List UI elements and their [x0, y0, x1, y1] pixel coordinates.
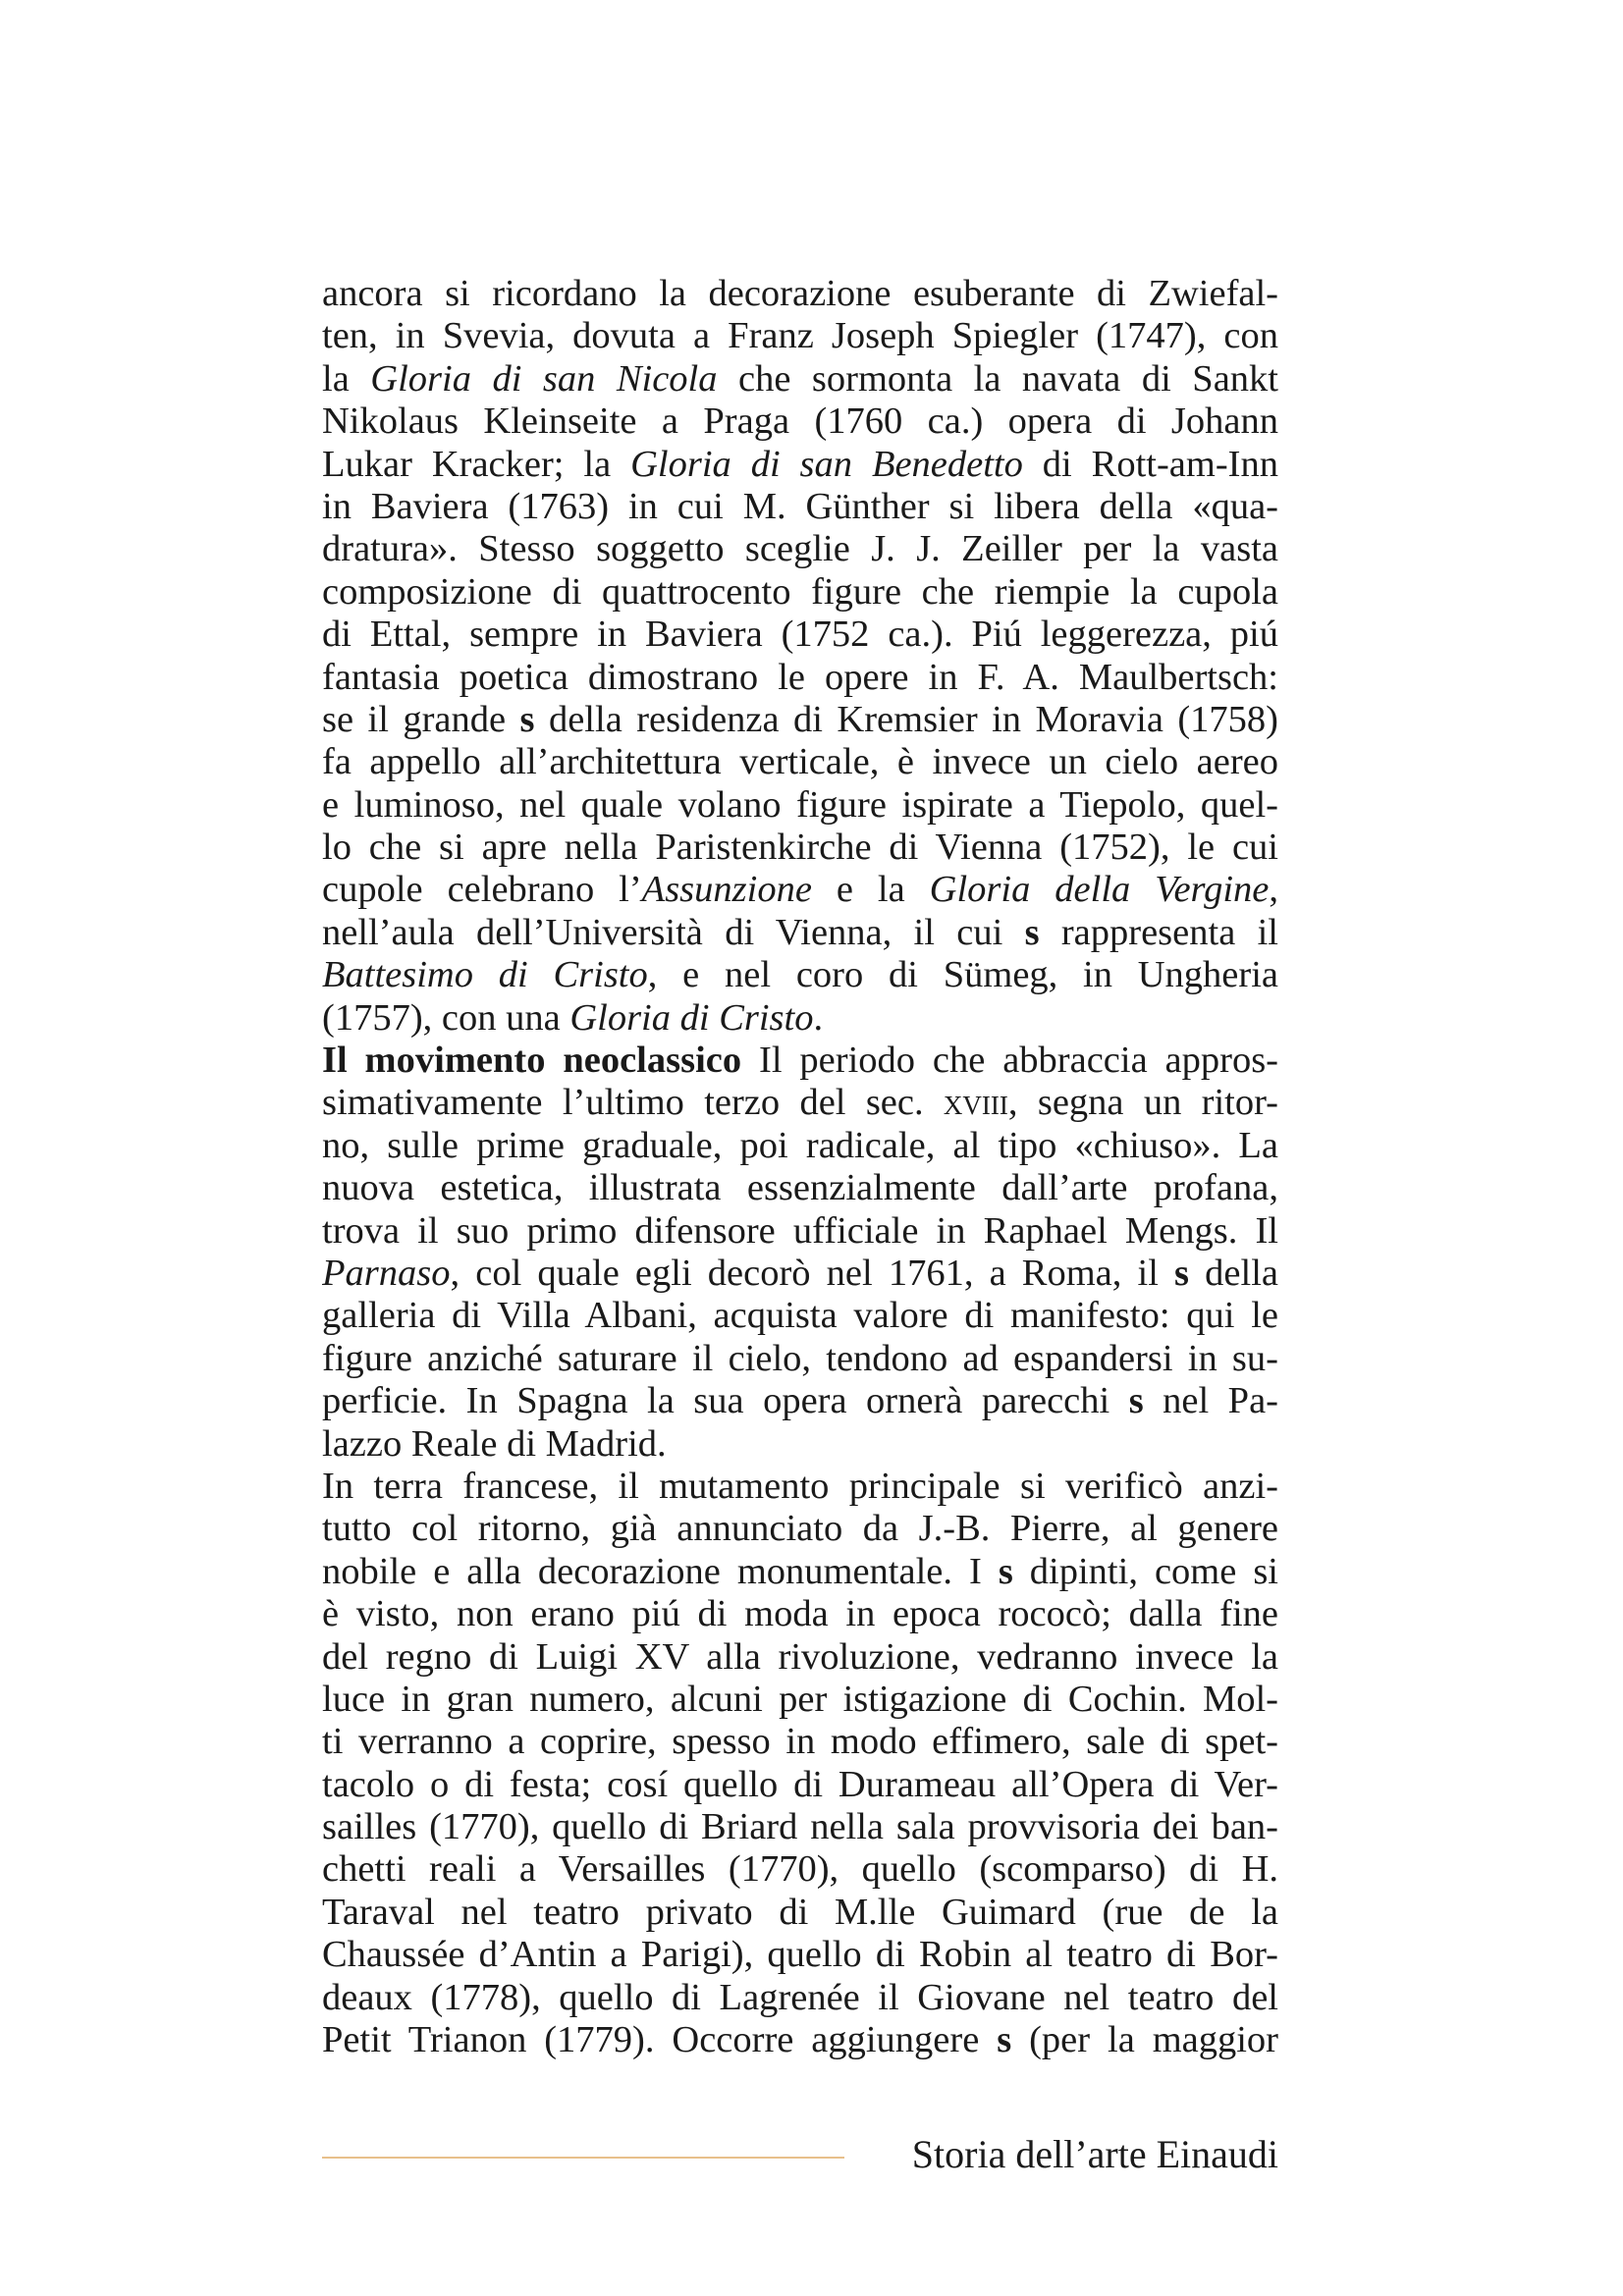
text-line [322, 1679, 1278, 1721]
body-text [322, 273, 1278, 2061]
text-segment: della [1189, 1252, 1278, 1294]
text-segment: figure anziché saturare il cielo, tendono ad espandersi in su- [322, 1337, 1278, 1379]
text-segment: (1757), con una [322, 996, 570, 1039]
bold-text: s [998, 1550, 1013, 1592]
text-line [322, 1977, 1278, 2019]
text-segment: ti verranno a coprire, spesso in modo effimero, sale di spet- [322, 1721, 1278, 1763]
text-segment: è visto, non erano piú di moda in epoca rococò; dalla fine [322, 1593, 1278, 1635]
text-segment: lazzo Reale di Madrid. [322, 1422, 667, 1465]
text-segment: , segna un ritor- [1007, 1082, 1278, 1124]
text-line [322, 1466, 1278, 1508]
text-segment: ancora si ricordano la decorazione esuberante di Zwiefal- [322, 273, 1278, 314]
text-line [322, 486, 1278, 528]
text-segment: di Ettal, sempre in Baviera (1752 ca.). Piú leggerezza, piú [322, 614, 1278, 656]
text-line [322, 614, 1278, 656]
italic-text: Gloria della Vergine [929, 869, 1270, 911]
text-line [322, 315, 1278, 357]
small-caps-text: xviii [943, 1082, 1008, 1124]
text-segment: Nikolaus Kleinseite a Praga (1760 ca.) opera di Johann [322, 400, 1278, 443]
text-line [322, 1551, 1278, 1593]
text-line [322, 1848, 1278, 1891]
text-line [322, 1295, 1278, 1337]
text-line [322, 1253, 1278, 1295]
bold-text: s [1128, 1380, 1144, 1422]
text-line [322, 1210, 1278, 1253]
text-segment: del regno di Luigi XV alla rivoluzione, vedranno invece la [322, 1635, 1278, 1678]
text-line [322, 1593, 1278, 1635]
text-segment: tacolo o di festa; cosí quello di Durameau all’Opera di Ver- [322, 1763, 1278, 1805]
text-segment: , [1269, 869, 1278, 911]
text-line [322, 1082, 1278, 1124]
text-segment: sailles (1770), quello di Briard nella sala provvisoria dei ban- [322, 1806, 1278, 1848]
text-segment: luce in gran numero, alcuni per istigazione di Cochin. Mol- [322, 1678, 1278, 1720]
text-segment: della residenza di Kremsier in Moravia (1758) [534, 698, 1278, 740]
text-segment: Taraval nel teatro privato di M.lle Guimard (rue de la [322, 1891, 1278, 1933]
text-line [322, 1721, 1278, 1763]
text-line [322, 699, 1278, 741]
text-line [322, 1040, 1278, 1082]
text-line [322, 1125, 1278, 1167]
text-segment: (per la maggior [1011, 2019, 1278, 2061]
text-segment: lo che si apre nella Paristenkirche di Vienna (1752), le cui [322, 827, 1278, 869]
text-segment: , e nel coro di Sümeg, in Ungheria [647, 954, 1278, 996]
text-line [322, 1764, 1278, 1806]
italic-text: Assunzione [641, 869, 812, 911]
text-segment: simativamente l’ultimo terzo del sec. [322, 1082, 944, 1124]
text-line [322, 1338, 1278, 1380]
text-segment: In terra francese, il mutamento principale si verificò anzi- [322, 1465, 1278, 1507]
text-line [322, 1167, 1278, 1209]
text-line [322, 1380, 1278, 1422]
text-line [322, 784, 1278, 827]
text-segment: se il grande [322, 698, 520, 740]
bold-text: s [519, 698, 535, 740]
text-segment: e la [811, 869, 930, 911]
text-segment: nobile e alla decorazione monumentale. I [322, 1550, 999, 1592]
footer-rule [322, 2157, 844, 2159]
text-segment: in Baviera (1763) in cui M. Günther si libera della «qua- [322, 485, 1278, 527]
italic-text: Gloria di Cristo [569, 996, 814, 1039]
text-segment: fa appello all’architettura verticale, è invece un cielo aereo [322, 741, 1278, 783]
italic-text: Gloria di san Benedetto [630, 443, 1023, 485]
text-segment: . [813, 996, 824, 1039]
text-line [322, 657, 1278, 699]
text-line [322, 741, 1278, 783]
text-line [322, 869, 1278, 911]
text-line [322, 400, 1278, 443]
text-segment: Lukar Kracker; la [322, 443, 631, 485]
bold-text: s [1024, 911, 1040, 953]
text-segment: fantasia poetica dimostrano le opere in F. A. Maulbertsch: [322, 656, 1278, 698]
text-line [322, 954, 1278, 996]
text-segment: e luminoso, nel quale volano figure ispirate a Tiepolo, quel- [322, 783, 1278, 826]
text-line [322, 1423, 1278, 1466]
text-segment: deaux (1778), quello di Lagrenée il Giovane nel teatro del [322, 1976, 1278, 2018]
text-segment: ten, in Svevia, dovuta a Franz Joseph Spiegler (1747), con [322, 315, 1278, 357]
text-segment: Petit Trianon (1779). Occorre aggiungere [322, 2019, 998, 2061]
text-segment: Il periodo che abbraccia appros- [741, 1040, 1278, 1082]
italic-text: Parnaso [322, 1252, 451, 1294]
text-segment: nuova estetica, illustrata essenzialmente dall’arte profana, [322, 1167, 1278, 1209]
bold-text: s [1174, 1252, 1190, 1294]
text-line [322, 571, 1278, 614]
text-segment: composizione di quattrocento figure che riempie la cupola [322, 570, 1278, 613]
italic-text: Gloria di san Nicola [370, 357, 718, 400]
text-segment: nel Pa- [1143, 1380, 1278, 1422]
text-segment: rappresenta il [1039, 911, 1278, 953]
italic-text: Battesimo di Cristo [322, 954, 648, 996]
text-segment: tutto col ritorno, già annunciato da J.-B. Pierre, al genere [322, 1508, 1278, 1550]
text-line [322, 1636, 1278, 1679]
text-line [322, 1892, 1278, 1934]
text-segment: la [322, 357, 371, 400]
text-segment: galleria di Villa Albani, acquista valore di manifesto: qui le [322, 1295, 1278, 1337]
text-line [322, 912, 1278, 954]
text-segment: , col quale egli decorò nel 1761, a Roma, il [450, 1252, 1175, 1294]
text-segment: di Rott-am-Inn [1022, 443, 1278, 485]
text-segment: trova il suo primo difensore ufficiale in Raphael Mengs. Il [322, 1209, 1278, 1252]
text-line [322, 827, 1278, 869]
text-line [322, 1934, 1278, 1976]
text-segment: chetti reali a Versailles (1770), quello (scomparso) di H. [322, 1848, 1278, 1891]
text-line [322, 2019, 1278, 2061]
text-line [322, 1806, 1278, 1848]
text-segment: che sormonta la navata di Sankt [717, 357, 1278, 400]
text-segment: Chaussée d’Antin a Parigi), quello di Robin al teatro di Bor- [322, 1934, 1278, 1976]
text-segment: nell’aula dell’Università di Vienna, il cui [322, 911, 1025, 953]
text-segment: dratura». Stesso soggetto sceglie J. J. Zeiller per la vasta [322, 528, 1278, 570]
footer-title: Storia dell’arte Einaudi [911, 2132, 1278, 2176]
text-line [322, 1508, 1278, 1550]
bold-text: Il movimento neoclassico [322, 1040, 742, 1082]
bold-text: s [997, 2019, 1012, 2061]
text-line [322, 273, 1278, 315]
text-line [322, 528, 1278, 570]
text-line [322, 997, 1278, 1040]
text-segment: cupole celebrano l’ [322, 869, 642, 911]
text-segment: perficie. In Spagna la sua opera ornerà parecchi [322, 1380, 1129, 1422]
text-segment: no, sulle prime graduale, poi radicale, al tipo «chiuso». La [322, 1124, 1278, 1166]
text-line [322, 444, 1278, 486]
text-segment: dipinti, come si [1012, 1550, 1278, 1592]
text-line [322, 358, 1278, 400]
